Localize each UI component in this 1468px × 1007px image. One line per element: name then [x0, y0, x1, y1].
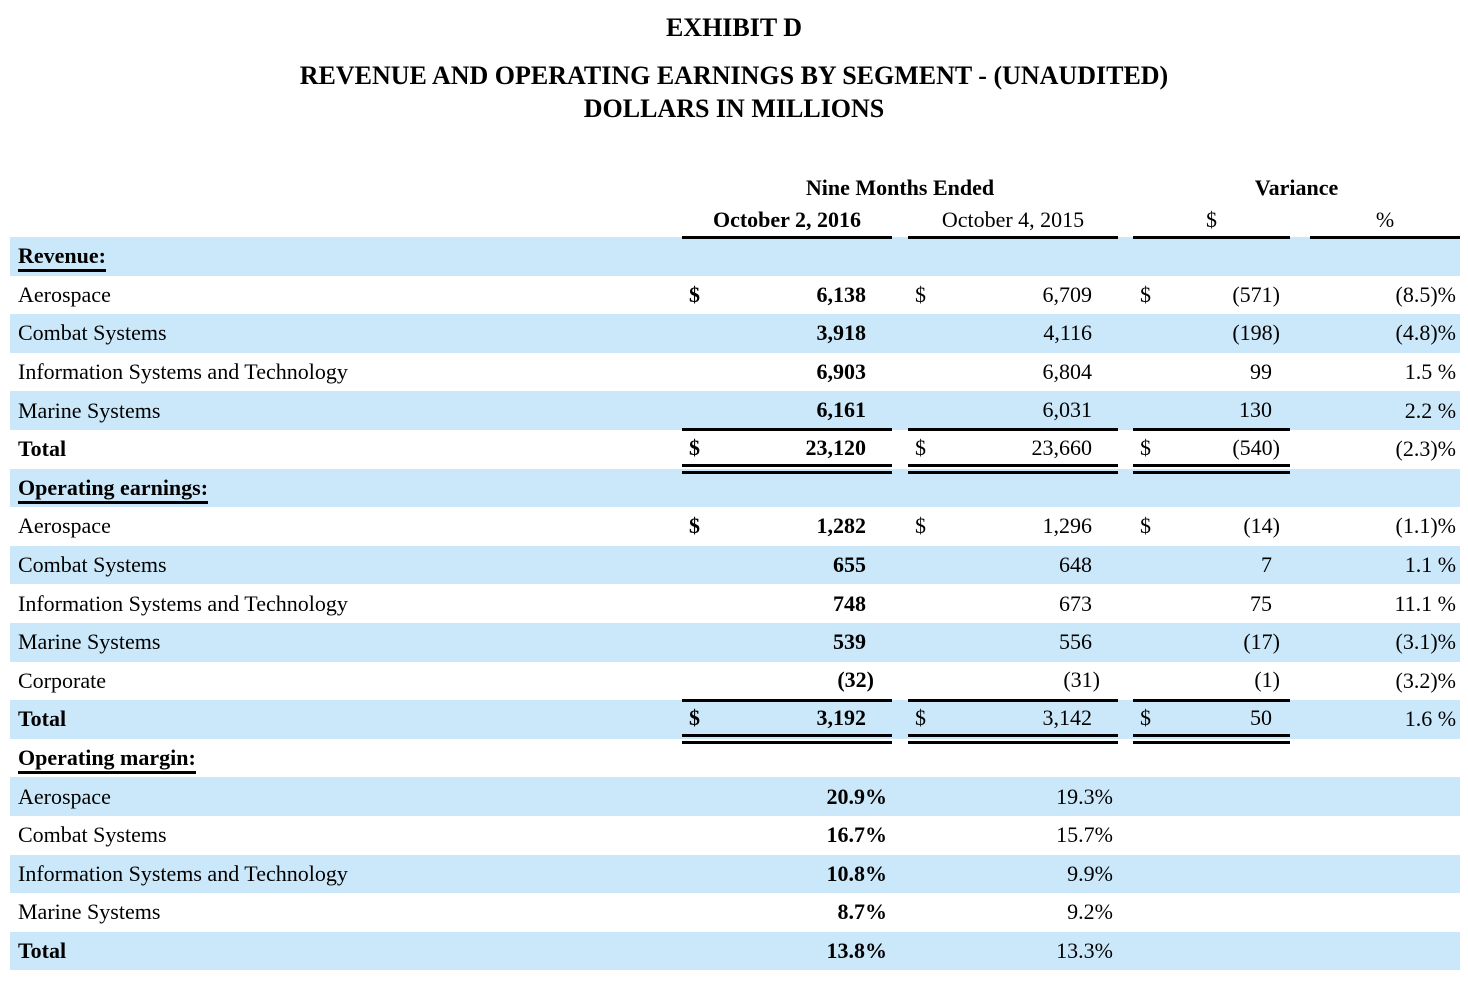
gap-cell — [892, 314, 908, 353]
row-revenue-aerospace — [10, 276, 1460, 315]
variance-percent-cell: 1.1 % — [1310, 546, 1460, 585]
value-2015-cell: 19.3% — [938, 777, 1118, 816]
gap-cell — [892, 546, 908, 585]
variance-dollar-cell: (14) — [1243, 513, 1280, 539]
value-2016-cell: 16.7% — [826, 822, 887, 848]
value-2015-cell: 673 — [1059, 590, 1092, 616]
value-2015-cell: (31) — [938, 662, 1118, 701]
gap-cell — [892, 816, 908, 855]
variance-dollar-cell — [1163, 893, 1290, 932]
value-2015-cell: 4,116 — [938, 314, 1118, 353]
column-group-nine-months-ended: Nine Months Ended — [805, 174, 995, 200]
label-cell: Marine Systems — [18, 899, 161, 925]
value-2015-cell: 9.9% — [938, 855, 1118, 894]
label-cell: Information Systems and Technology — [18, 590, 348, 616]
column-header-oct-4-2015: October 4, 2015 — [908, 204, 1118, 237]
column-header-oct-2-2016: October 2, 2016 — [682, 204, 892, 237]
label-cell: Aerospace — [18, 281, 111, 307]
currency-cell: $ — [682, 430, 712, 469]
value-2016-cell: 20.9% — [712, 777, 892, 816]
value-2015-cell: 556 — [938, 623, 1118, 662]
label-cell: Combat Systems — [18, 822, 167, 848]
gap-cell — [1290, 430, 1310, 469]
row-margin-marine-systems — [10, 893, 1460, 932]
variance-percent-cell: (4.8)% — [1310, 314, 1460, 353]
gap-cell — [1290, 623, 1310, 662]
value-2015-cell: 6,804 — [1042, 359, 1092, 385]
header-column-row — [10, 204, 1460, 237]
header-spacer — [10, 204, 682, 237]
gap-cell — [1118, 893, 1133, 932]
variance-percent-cell: (3.2)% — [1395, 667, 1457, 693]
gap-cell — [1290, 700, 1310, 739]
variance-percent-cell: 11.1 % — [1394, 590, 1457, 616]
currency-cell: $ — [1133, 700, 1163, 739]
value-2016-cell: 748 — [833, 590, 866, 616]
row-operating-margin-heading — [10, 739, 1460, 778]
gap-cell — [1290, 546, 1310, 585]
value-2016-cell: 13.8% — [712, 932, 892, 971]
gap-cell — [1118, 700, 1133, 739]
value-2016-cell: 1,282 — [816, 513, 866, 539]
gap-cell — [1118, 204, 1133, 237]
column-header-variance-percent: % — [1310, 204, 1460, 237]
section-heading-operating-earnings: Operating earnings: — [18, 475, 208, 504]
row-revenue-marine-systems — [10, 391, 1460, 430]
gap-cell — [892, 932, 908, 971]
gap-cell — [892, 662, 908, 701]
title-block — [0, 13, 1468, 125]
gap-cell — [1290, 777, 1310, 816]
variance-dollar-cell: (571) — [1232, 281, 1280, 307]
exhibit-title: EXHIBIT D — [665, 13, 803, 42]
units-note: DOLLARS IN MILLIONS — [583, 94, 885, 123]
label-cell: Aerospace — [18, 513, 111, 539]
currency-cell: $ — [1140, 513, 1151, 539]
variance-percent-cell: (2.3)% — [1395, 436, 1457, 462]
variance-percent-cell — [1310, 777, 1460, 816]
currency-cell: $ — [1133, 430, 1163, 469]
gap-cell — [1290, 391, 1310, 430]
variance-dollar-cell — [1163, 777, 1290, 816]
value-2016-cell: 10.8% — [712, 855, 892, 894]
label-cell: Combat Systems — [10, 314, 682, 353]
gap-cell — [1290, 855, 1310, 894]
total-label-cell: Total — [10, 700, 682, 739]
label-cell: Corporate — [18, 667, 106, 693]
currency-cell: $ — [682, 700, 712, 739]
label-cell: Combat Systems — [10, 546, 682, 585]
value-2015-cell: 13.3% — [938, 932, 1118, 971]
gap-cell — [1290, 204, 1310, 237]
row-revenue-total — [10, 430, 1460, 469]
row-operating-earnings-heading — [10, 469, 1460, 508]
currency-cell: $ — [915, 281, 926, 307]
value-2015-cell: 1,296 — [1042, 513, 1092, 539]
gap-cell — [1290, 662, 1310, 701]
row-revenue-ist — [10, 353, 1460, 392]
gap-cell — [1118, 932, 1133, 971]
gap-cell — [1118, 276, 1133, 315]
currency-cell: $ — [1140, 281, 1151, 307]
variance-dollar-cell: (17) — [1163, 623, 1290, 662]
section-heading-cell — [10, 469, 682, 508]
row-earnings-combat-systems — [10, 546, 1460, 585]
row-earnings-ist — [10, 584, 1460, 623]
value-2015-cell: 9.2% — [1067, 899, 1113, 925]
gap-cell — [1118, 662, 1133, 701]
gap-cell — [892, 507, 908, 546]
value-2016-cell: (32) — [712, 662, 892, 701]
gap-cell — [1118, 353, 1133, 392]
row-margin-total — [10, 932, 1460, 971]
gap-cell — [892, 584, 908, 623]
gap-cell — [1118, 430, 1133, 469]
section-heading-operating-margin: Operating margin: — [18, 745, 196, 774]
value-2016-cell: 8.7% — [837, 899, 887, 925]
gap-cell — [1290, 932, 1310, 971]
currency-cell: $ — [908, 700, 938, 739]
variance-percent-cell — [1310, 932, 1460, 971]
segment-results-table — [10, 171, 1460, 970]
gap-cell — [892, 430, 908, 469]
currency-cell: $ — [689, 513, 700, 539]
gap-cell — [1118, 391, 1133, 430]
value-2016-cell: 655 — [712, 546, 892, 585]
variance-dollar-cell: (540) — [1163, 430, 1290, 469]
label-cell: Aerospace — [10, 777, 682, 816]
report-title: REVENUE AND OPERATING EARNINGS BY SEGMENT - (UNAUDITED) — [299, 61, 1169, 90]
row-margin-combat-systems — [10, 816, 1460, 855]
variance-dollar-cell — [1163, 932, 1290, 971]
gap-cell — [1118, 623, 1133, 662]
label-cell: Information Systems and Technology — [10, 855, 682, 894]
row-earnings-corporate — [10, 662, 1460, 701]
header-spacer — [10, 171, 682, 204]
total-label-cell: Total — [18, 436, 67, 462]
row-margin-ist — [10, 855, 1460, 894]
row-revenue-heading — [10, 237, 1460, 276]
gap-cell — [892, 855, 908, 894]
variance-percent-cell — [1310, 855, 1460, 894]
variance-percent-cell: 1.5 % — [1404, 359, 1457, 385]
gap-cell — [1290, 816, 1310, 855]
variance-dollar-cell: 75 — [1250, 590, 1272, 616]
value-2016-cell: 3,918 — [712, 314, 892, 353]
variance-dollar-cell — [1163, 855, 1290, 894]
value-2016-cell: 6,903 — [816, 359, 866, 385]
value-2016-cell: 539 — [712, 623, 892, 662]
section-heading-cell — [10, 739, 682, 778]
value-2015-cell: 6,031 — [938, 391, 1118, 430]
total-label-cell: Total — [10, 932, 682, 971]
variance-dollar-cell: (1) — [1163, 662, 1290, 701]
value-2015-cell: 6,709 — [1042, 281, 1092, 307]
gap-cell — [1118, 855, 1133, 894]
variance-percent-cell: (1.1)% — [1395, 513, 1457, 539]
value-2016-cell: 6,161 — [712, 391, 892, 430]
gap-cell — [892, 204, 908, 237]
gap-cell — [1290, 276, 1310, 315]
gap-cell — [1118, 584, 1133, 623]
row-earnings-marine-systems — [10, 623, 1460, 662]
gap-cell — [1118, 314, 1133, 353]
gap-cell — [892, 276, 908, 315]
value-2015-cell: 3,142 — [938, 700, 1118, 739]
label-cell: Marine Systems — [10, 623, 682, 662]
variance-dollar-cell: 99 — [1250, 359, 1272, 385]
value-2016-cell: 3,192 — [712, 700, 892, 739]
value-2016-cell: 23,120 — [712, 430, 892, 469]
currency-cell: $ — [689, 281, 700, 307]
variance-dollar-cell: (198) — [1163, 314, 1290, 353]
gap-cell — [1290, 353, 1310, 392]
variance-percent-cell — [1310, 893, 1460, 932]
variance-percent-cell: (3.1)% — [1310, 623, 1460, 662]
gap-cell — [1290, 314, 1310, 353]
variance-dollar-cell: 130 — [1163, 391, 1290, 430]
gap-cell — [1118, 816, 1133, 855]
gap-cell — [1118, 507, 1133, 546]
gap-cell — [892, 391, 908, 430]
gap-cell — [892, 777, 908, 816]
gap-cell — [892, 893, 908, 932]
column-group-variance: Variance — [1254, 174, 1339, 200]
gap-cell — [1118, 777, 1133, 816]
label-cell: Marine Systems — [10, 391, 682, 430]
column-header-variance-dollars: $ — [1133, 204, 1290, 237]
gap-cell — [1290, 507, 1310, 546]
variance-dollar-cell: 50 — [1163, 700, 1290, 739]
row-revenue-combat-systems — [10, 314, 1460, 353]
row-earnings-aerospace — [10, 507, 1460, 546]
gap-cell — [892, 700, 908, 739]
gap-cell — [892, 353, 908, 392]
variance-dollar-cell — [1163, 816, 1290, 855]
section-heading-cell — [10, 237, 682, 276]
row-margin-aerospace — [10, 777, 1460, 816]
label-cell: Information Systems and Technology — [18, 359, 348, 385]
gap-cell — [1118, 171, 1133, 204]
currency-cell: $ — [908, 430, 938, 469]
value-2015-cell: 648 — [938, 546, 1118, 585]
gap-cell — [1290, 893, 1310, 932]
value-2015-cell: 15.7% — [1056, 822, 1113, 848]
gap-cell — [1290, 584, 1310, 623]
variance-percent-cell: 1.6 % — [1310, 700, 1460, 739]
variance-percent-cell: 2.2 % — [1310, 391, 1460, 430]
header-group-row — [10, 171, 1460, 204]
variance-percent-cell — [1310, 816, 1460, 855]
row-earnings-total — [10, 700, 1460, 739]
variance-percent-cell: (8.5)% — [1395, 281, 1457, 307]
currency-cell: $ — [915, 513, 926, 539]
value-2015-cell: 23,660 — [938, 430, 1118, 469]
gap-cell — [1118, 546, 1133, 585]
value-2016-cell: 6,138 — [816, 281, 866, 307]
gap-cell — [892, 623, 908, 662]
variance-dollar-cell: 7 — [1163, 546, 1290, 585]
section-heading-revenue: Revenue: — [18, 243, 106, 272]
